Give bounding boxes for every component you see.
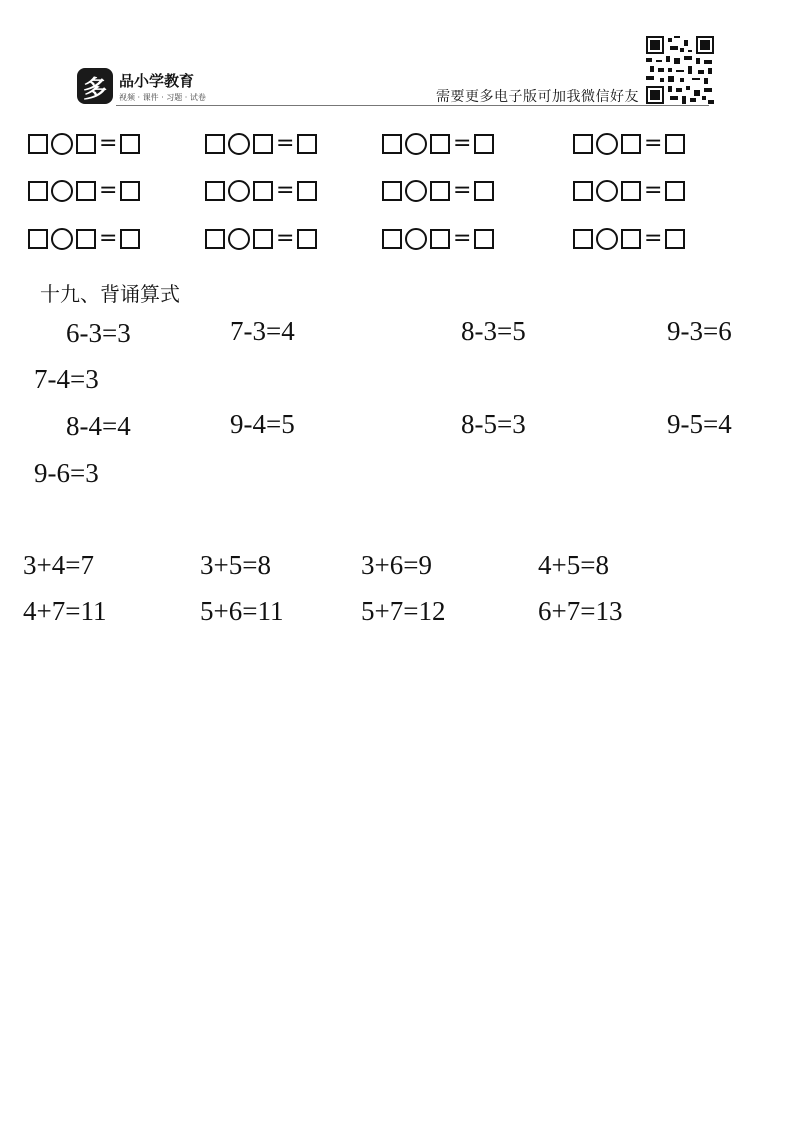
header-note: 需要更多电子版可加我微信好友 — [436, 89, 639, 105]
subtraction-fact: 9-5=4 — [667, 409, 732, 439]
blank-equation — [205, 228, 320, 250]
equals-sign: = — [453, 178, 472, 203]
blank-equation — [382, 180, 497, 202]
blank-box — [621, 181, 641, 201]
blank-equation — [382, 133, 497, 155]
operator-circle — [596, 180, 618, 202]
operator-circle — [596, 228, 618, 250]
blank-equation — [205, 133, 320, 155]
equals-sign: = — [644, 178, 663, 203]
addition-fact: 3+5=8 — [200, 550, 271, 580]
blank-box — [253, 229, 273, 249]
blank-box — [253, 134, 273, 154]
blank-box — [253, 181, 273, 201]
blank-box — [76, 134, 96, 154]
operator-circle — [405, 228, 427, 250]
operator-circle — [405, 133, 427, 155]
brand-name: 品小学教育 — [119, 72, 195, 90]
operator-circle — [405, 180, 427, 202]
blank-box — [474, 134, 494, 154]
operator-circle — [596, 133, 618, 155]
blank-box — [76, 181, 96, 201]
blank-box — [621, 229, 641, 249]
equals-sign: = — [276, 131, 295, 156]
addition-fact: 6+7=13 — [538, 596, 623, 626]
subtraction-fact: 9-6=3 — [34, 458, 99, 488]
subtraction-fact: 7-3=4 — [230, 316, 295, 346]
operator-circle — [228, 228, 250, 250]
blank-box — [573, 181, 593, 201]
equals-sign: = — [644, 131, 663, 156]
subtraction-fact: 7-4=3 — [34, 364, 99, 394]
blank-equation — [28, 133, 143, 155]
blank-box — [205, 181, 225, 201]
logo-icon: 多 — [77, 68, 113, 104]
subtraction-fact: 8-4=4 — [66, 411, 131, 441]
equals-sign: = — [644, 226, 663, 251]
addition-fact: 3+4=7 — [23, 550, 94, 580]
blank-equation — [573, 228, 688, 250]
blank-box — [297, 229, 317, 249]
blank-equation — [28, 180, 143, 202]
blank-box — [430, 134, 450, 154]
section-title: 十九、背诵算式 — [40, 282, 180, 306]
blank-box — [297, 181, 317, 201]
addition-fact: 5+6=11 — [200, 596, 284, 626]
equals-sign: = — [276, 178, 295, 203]
blank-equation — [573, 180, 688, 202]
blank-box — [573, 134, 593, 154]
blank-box — [76, 229, 96, 249]
blank-box — [382, 229, 402, 249]
addition-fact: 5+7=12 — [361, 596, 446, 626]
blank-equation — [205, 180, 320, 202]
blank-box — [474, 229, 494, 249]
operator-circle — [51, 228, 73, 250]
blank-box — [573, 229, 593, 249]
addition-fact: 4+5=8 — [538, 550, 609, 580]
subtraction-fact: 9-3=6 — [667, 316, 732, 346]
blank-box — [297, 134, 317, 154]
blank-equation — [382, 228, 497, 250]
blank-box — [205, 229, 225, 249]
blank-box — [430, 181, 450, 201]
blank-box — [120, 181, 140, 201]
blank-box — [28, 229, 48, 249]
equals-sign: = — [99, 178, 118, 203]
blank-box — [28, 181, 48, 201]
blank-box — [665, 229, 685, 249]
operator-circle — [51, 133, 73, 155]
blank-box — [120, 134, 140, 154]
blank-box — [205, 134, 225, 154]
blank-box — [474, 181, 494, 201]
operator-circle — [51, 180, 73, 202]
brand-tagline: 视频 · 课件 · 习题 · 试卷 — [119, 93, 206, 102]
subtraction-fact: 9-4=5 — [230, 409, 295, 439]
blank-box — [120, 229, 140, 249]
subtraction-fact: 8-5=3 — [461, 409, 526, 439]
blank-box — [621, 134, 641, 154]
addition-fact: 3+6=9 — [361, 550, 432, 580]
equals-sign: = — [99, 226, 118, 251]
blank-box — [28, 134, 48, 154]
equals-sign: = — [99, 131, 118, 156]
blank-box — [430, 229, 450, 249]
equals-sign: = — [276, 226, 295, 251]
blank-box — [665, 134, 685, 154]
qr-code-icon — [646, 36, 714, 104]
addition-fact: 4+7=11 — [23, 596, 107, 626]
equals-sign: = — [453, 226, 472, 251]
blank-box — [665, 181, 685, 201]
subtraction-fact: 6-3=3 — [66, 318, 131, 348]
blank-box — [382, 181, 402, 201]
equals-sign: = — [453, 131, 472, 156]
operator-circle — [228, 180, 250, 202]
subtraction-fact: 8-3=5 — [461, 316, 526, 346]
operator-circle — [228, 133, 250, 155]
blank-equation — [573, 133, 688, 155]
blank-equation — [28, 228, 143, 250]
blank-box — [382, 134, 402, 154]
